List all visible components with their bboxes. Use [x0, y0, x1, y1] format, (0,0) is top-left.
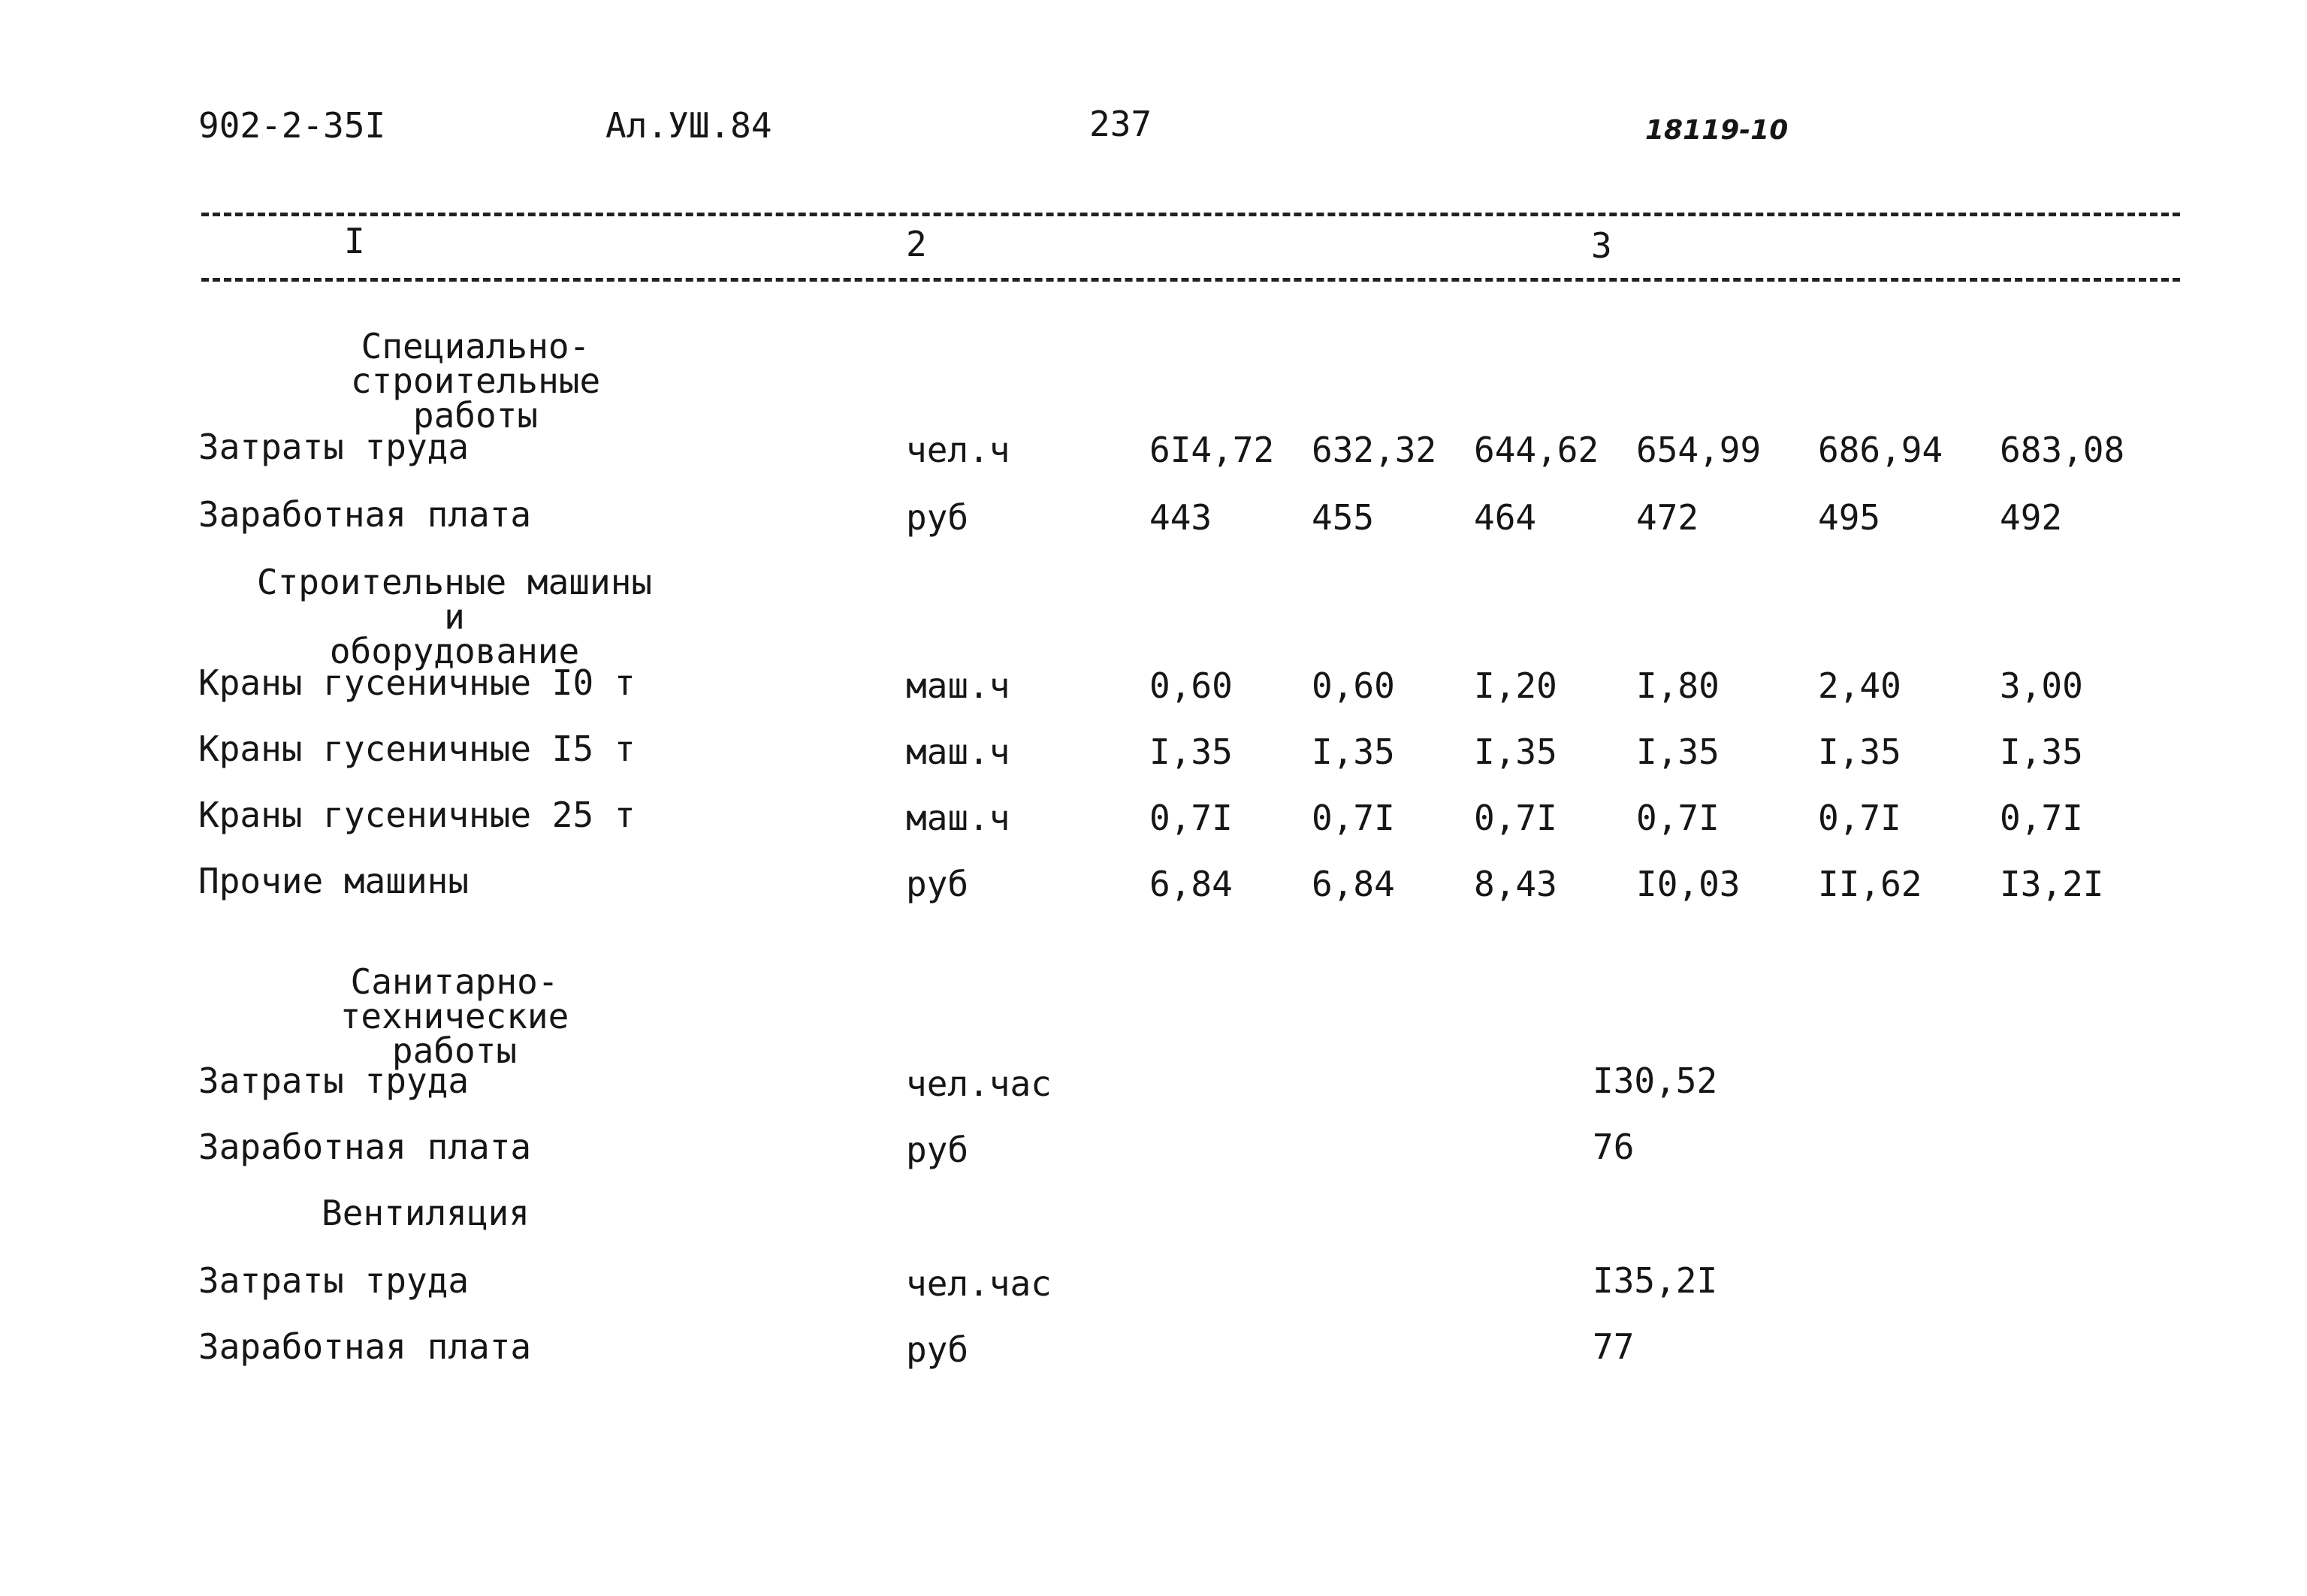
row-value: 464 — [1474, 497, 1537, 538]
column-header-1: I — [344, 221, 365, 261]
section-title-sanitary-works: Санитарно-технические работы — [340, 961, 569, 1071]
section-title-special-construction: Специально-строительные работы — [350, 326, 601, 436]
row-unit: маш.ч — [906, 732, 1010, 772]
row-value: I30,52 — [1593, 1060, 1718, 1101]
inventory-stamp: 18119-10 — [1645, 115, 1789, 146]
row-label: Заработная плата — [198, 1326, 532, 1367]
row-label: Затраты труда — [198, 1260, 470, 1301]
row-label: Краны гусеничные I0 т — [198, 662, 636, 703]
row-value: I,35 — [1636, 732, 1720, 772]
row-value: I,35 — [1818, 732, 1901, 772]
row-value: 683,08 — [2000, 430, 2125, 470]
row-label: Заработная плата — [198, 1127, 532, 1167]
row-value: 472 — [1636, 497, 1699, 538]
row-value: 632,32 — [1312, 430, 1437, 470]
row-value: I,35 — [1149, 732, 1233, 772]
row-value: 686,94 — [1818, 430, 1943, 470]
page-number: 237 — [1089, 104, 1152, 144]
row-value: 0,60 — [1149, 665, 1233, 706]
row-value: 8,43 — [1474, 864, 1557, 904]
row-value: I0,03 — [1636, 864, 1741, 904]
row-unit: маш.ч — [906, 798, 1010, 838]
row-value: 455 — [1312, 497, 1375, 538]
row-unit: чел.час — [906, 1263, 1052, 1304]
document-code: 902-2-35I — [198, 105, 386, 146]
row-value: I3,2I — [2000, 864, 2104, 904]
row-value: 0,7I — [1474, 798, 1557, 838]
row-unit: руб — [906, 1329, 969, 1370]
row-value: 495 — [1818, 497, 1881, 538]
row-label: Затраты труда — [198, 427, 470, 467]
column-header-3: 3 — [1591, 225, 1612, 266]
row-value: 0,7I — [1636, 798, 1720, 838]
row-label: Затраты труда — [198, 1060, 470, 1101]
row-value: 77 — [1593, 1326, 1635, 1367]
row-unit: руб — [906, 497, 969, 538]
row-label: Заработная плата — [198, 494, 532, 535]
row-value: 2,40 — [1818, 665, 1901, 706]
row-value: I,35 — [1312, 732, 1395, 772]
header-rule-top — [201, 213, 2180, 216]
row-label: Прочие машины — [198, 861, 470, 901]
row-value: 6,84 — [1312, 864, 1395, 904]
row-value: 492 — [2000, 497, 2063, 538]
row-unit: руб — [906, 864, 969, 904]
row-value: II,62 — [1818, 864, 1922, 904]
row-value: 3,00 — [2000, 665, 2083, 706]
row-value: 6I4,72 — [1149, 430, 1275, 470]
row-value: I,80 — [1636, 665, 1720, 706]
row-value: 0,60 — [1312, 665, 1395, 706]
row-value: 0,7I — [2000, 798, 2083, 838]
row-value: I,35 — [1474, 732, 1557, 772]
row-value: 6,84 — [1149, 864, 1233, 904]
row-unit: чел.ч — [906, 430, 1010, 470]
column-header-2: 2 — [906, 224, 927, 264]
row-unit: руб — [906, 1130, 969, 1170]
row-value: 0,7I — [1818, 798, 1901, 838]
row-value: I35,2I — [1593, 1260, 1718, 1301]
header-rule-bottom — [201, 278, 2180, 282]
row-value: 0,7I — [1312, 798, 1395, 838]
row-label: Краны гусеничные 25 т — [198, 795, 636, 835]
row-value: I,20 — [1474, 665, 1557, 706]
row-unit: чел.час — [906, 1063, 1052, 1104]
row-value: I,35 — [2000, 732, 2083, 772]
row-value: 76 — [1593, 1127, 1635, 1167]
row-value: 644,62 — [1474, 430, 1599, 470]
section-title-construction-machines: Строительные машины и оборудование — [256, 562, 653, 671]
row-label: Краны гусеничные I5 т — [198, 729, 636, 769]
row-value: 443 — [1149, 497, 1212, 538]
row-value: 0,7I — [1149, 798, 1233, 838]
row-unit: маш.ч — [906, 665, 1010, 706]
row-value: 654,99 — [1636, 430, 1762, 470]
section-title-ventilation: Вентиляция — [322, 1193, 530, 1233]
album-number: Ал.УШ.84 — [605, 105, 772, 146]
